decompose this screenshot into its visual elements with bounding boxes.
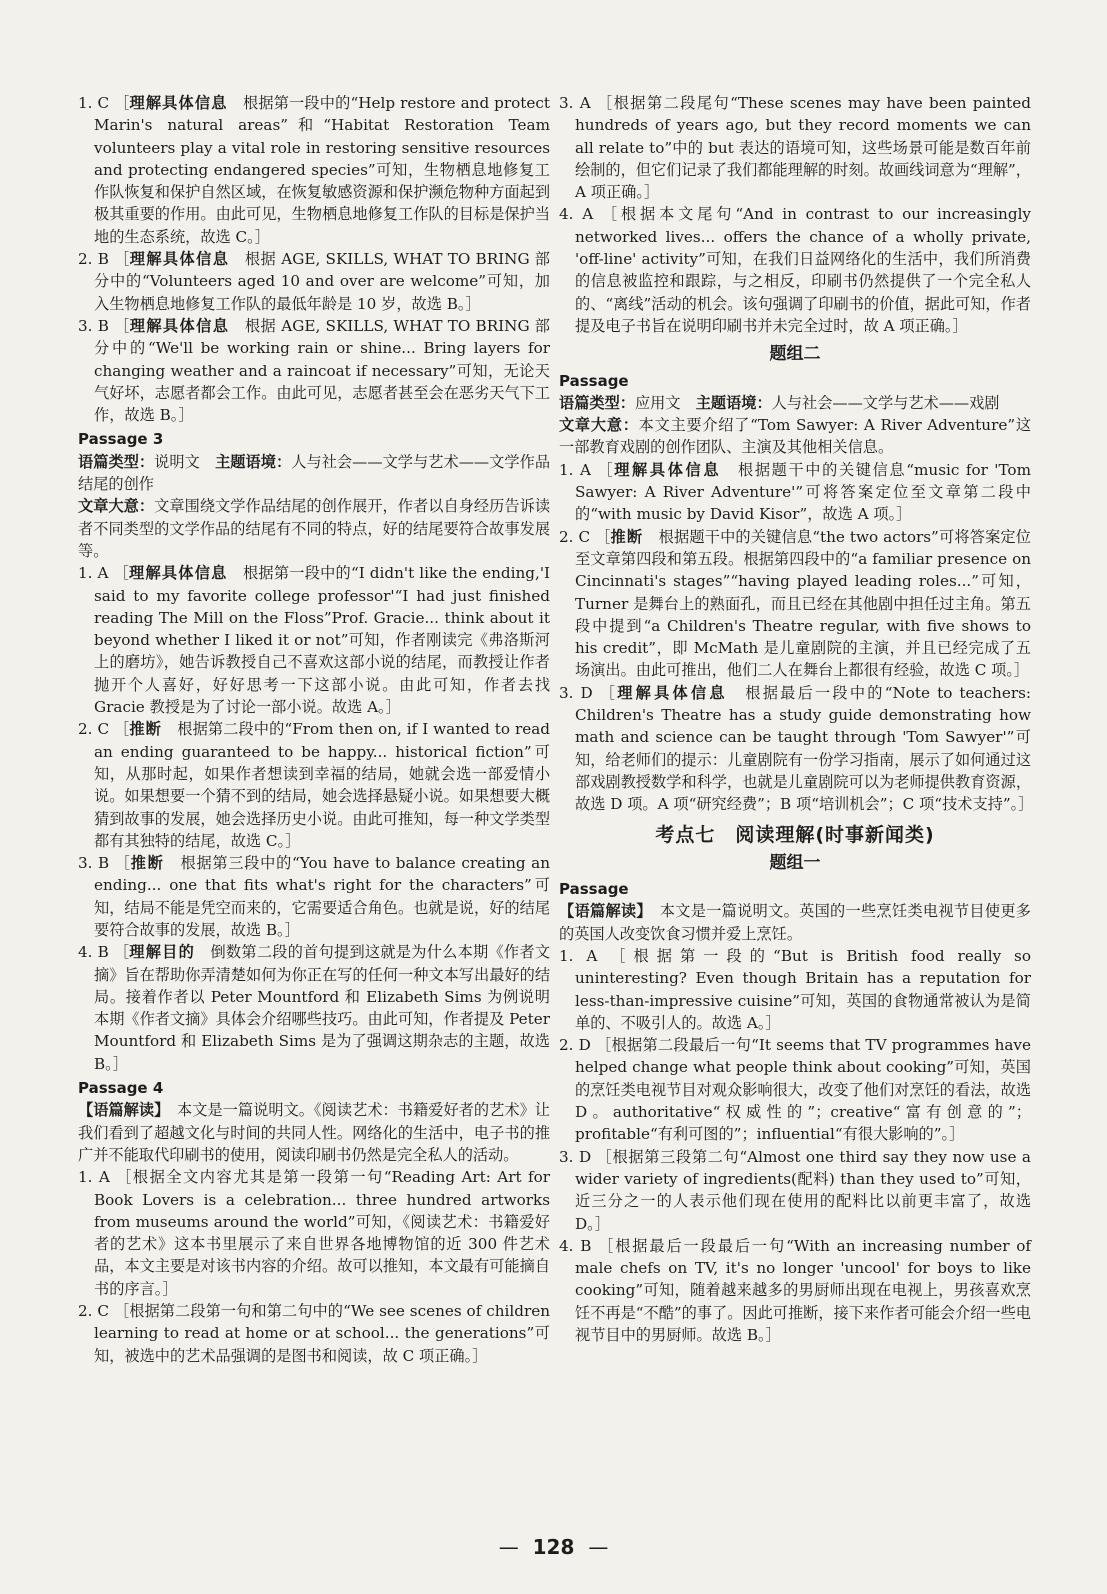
passage-reading: 【语篇解读】 本文是一篇说明文。《阅读艺术：书籍爱好者的艺术》让我们看到了超越文化与时间的共同人性。网络化的生活中，电子书的推广并不能取代印刷书的使用，阅读印刷书仍然是完全私人的活动。 xyxy=(78,1101,550,1164)
left-column xyxy=(78,92,550,1367)
answer-item: 1. A ［根据第一段的“But is British food really so uninteresting? Even though Britain has a reputation for less-than-impressive cuisine”可知，英国的食物通常被认为是简单的、不吸引人的。故选 A。］ xyxy=(559,946,1031,1032)
answer-item: 3. D ［理解具体信息 根据最后一段中的“Note to teachers: Children's Theatre has a study guide demonstrating how math and science can be taught through 'Tom Sawyer'”可知，给老师们的提示：儿童剧院有一份学习指南，展示了如何通过这部戏剧教授数学和科学，也就是儿童剧院可以为老师提供教育资源，故选 D 项。A 项“研究经费”；B 项“培训机会”；C 项“技术支持”。］ xyxy=(559,683,1034,814)
answer-item: 3. A ［根据第二段尾句“These scenes may have been painted hundreds of years ago, but they record moments we can all relate to”中的 but 表达的语境可知，这些场景可能是数百年前绘制的，但它们记录了我们都能理解的时刻。故画线词意为“理解”，A 项正确。］ xyxy=(559,94,1031,202)
passage-summary: 文章大意：本文主要介绍了“Tom Sawyer: A River Adventure”这一部教育戏剧的创作团队、主演及其他相关信息。 xyxy=(559,416,1032,457)
passage-heading: Passage xyxy=(559,371,629,390)
answer-item: 2. C ［推断 根据题干中的关键信息“the two actors”可将答案定位至文章第四段和第五段。根据第四段中的“a familiar presence on Cincinnati's stages”“having played leading roles...”可知，Turner 是舞台上的熟面孔，而且已经在其他剧中担任过主角。第五段中提到“a Children's Theatre regular, with five shows to his credit”，即 McMath 是儿童剧院的主演，并且已经完成了五场演出。由此可推出，他们二人在舞台上都很有经验，故选 C 项。］ xyxy=(559,527,1031,680)
passage-summary: 文章大意：文章围绕文学作品结尾的创作展开，作者以自身经历告诉读者不同类型的文学作品的结尾有不同的特点，好的结尾要符合故事发展等。 xyxy=(78,497,551,560)
passage-heading: Passage 4 xyxy=(78,1079,164,1098)
answer-item: 4. B ［根据最后一段最后一句“With an increasing number of male chefs on TV, it's no longer 'uncool' for boys to like cooking”可知，随着越来越多的男厨师出现在电视上，男孩喜欢烹饪不再是“不酷”的事了。因此可推断，接下来作者可能会介绍一些电视节目中的男厨师。故选 B。］ xyxy=(559,1236,1031,1345)
passage-meta: 语篇类型：说明文 主题语境：人与社会——文学与艺术——文学作品结尾的创作 xyxy=(78,452,551,494)
section-title: 考点七 阅读理解(时事新闻类) xyxy=(655,823,935,846)
answer-item: 1. C ［理解具体信息 根据第一段中的“Help restore and protect Marin's natural areas”和“Habitat Restoration Team volunteers play a vital role in restoring sensitive resources and protecting endangered species”可知，生物栖息地修复工作队恢复和保护自然区域，在恢复敏感资源和保护濒危物种方面起到极其重要的作用。由此可见，生物栖息地修复工作队的目标是保护当地的生态系统，故选 C。］ xyxy=(78,94,550,246)
answer-item: 3. B ［理解具体信息 根据 AGE, SKILLS, WHAT TO BRING 部分中的“We'll be working rain or shine... Bring layers for changing weather and a raincoat if necessary”可知，无论天气好坏，志愿者都会工作。由此可见，志愿者甚至会在恶劣天气下工作，故选 B。］ xyxy=(78,316,550,425)
answer-item: 3. D ［根据第三段第二句“Almost one third say they now use a wider variety of ingredients(配料) than they used to”可知，近三分之一的人表示他们现在使用的配料比以前更丰富了，故选 D。］ xyxy=(559,1147,1031,1233)
answer-item: 3. B ［推断 根据第三段中的“You have to balance creating an ending... one that fits what's right for the characters”可知，结局不能是凭空而来的，它需要适合角色。也就是说，好的结尾要符合故事的发展，故选 B。］ xyxy=(78,854,550,939)
group-title: 题组二 xyxy=(769,344,821,365)
passage-reading: 【语篇解读】 本文是一篇说明文。英国的一些烹饪类电视节目使更多的英国人改变饮食习惯并爱上烹饪。 xyxy=(559,902,1031,943)
right-column xyxy=(559,92,1034,1346)
answer-item: 1. A ［理解具体信息 根据第一段中的“I didn't like the ending,'I said to my favorite college professor'“I had just finished reading The Mill on the Floss”Prof. Gracie... think about it beyond whether I liked it or not”可知，作者刚读完《弗洛斯河上的磨坊》，她告诉教授自己不喜欢这部小说的结尾，而教授让作者抛开个人喜好，好好思考一下这部小说。由此可知，作者去找 Gracie 教授是为了讨论一部小说。故选 A。］ xyxy=(78,564,550,717)
answer-item: 1. A ［根据全文内容尤其是第一段第一句“Reading Art: Art for Book Lovers is a celebration... three hundred artworks from museums around the world”可知，《阅读艺术：书籍爱好者的艺术》这本书里展示了来自世界各地博物馆的近 300 件艺术品，本文主要是对该书内容的介绍。故可以推知，本文最有可能摘自书的序言。］ xyxy=(78,1168,550,1298)
answer-item: 2. C ［推断 根据第二段中的“From then on, if I wanted to read an ending guaranteed to be happy... historical fiction”可知，从那时起，如果作者想读到幸福的结局，她就会选一部爱情小说。如果想要一个猜不到的结局，她会选择悬疑小说。如果想要大概猜到故事的发展，她会选择历史小说。由此可推知，每一种文学类型都有其独特的结尾，故选 C。］ xyxy=(78,720,550,850)
answer-item: 2. B ［理解具体信息 根据 AGE, SKILLS, WHAT TO BRING 部分中的“Volunteers aged 10 and over are welcome”可知，加入生物栖息地修复工作队的最低年龄是 10 岁，故选 B。］ xyxy=(78,250,550,313)
passage-heading: Passage xyxy=(559,880,629,899)
group-title: 题组一 xyxy=(769,852,821,873)
answer-item: 1. A ［理解具体信息 根据题干中的关键信息“music for 'Tom Sawyer: A River Adventure'”可将答案定位至文章第二段中的“with music by David Kisor”，故选 A 项。］ xyxy=(559,460,1031,524)
answer-item: 4. B ［理解目的 倒数第二段的首句提到这就是为什么本期《作者文摘》旨在帮助你弄清楚如何为你正在写的任何一种文本写出最好的结局。接着作者以 Peter Mountford 和 Elizabeth Sims 为例说明本期《作者文摘》具体会介绍哪些技巧。由此可知，作者提及 Peter Mountford 和 Elizabeth Sims 是为了强调这期杂志的主题，故选 B。］ xyxy=(78,943,551,1073)
passage-meta: 语篇类型：应用文 主题语境：人与社会——文学与艺术——戏剧 xyxy=(559,393,1000,412)
answer-item: 2. C ［根据第二段第一句和第二句中的“We see scenes of children learning to read at home or at school... the generations”可知，被选中的艺术品强调的是图书和阅读，故 C 项正确。］ xyxy=(78,1302,550,1365)
answer-item: 2. D ［根据第二段最后一句“It seems that TV programmes have helped change what people think about cooking”可知，英国的烹饪类电视节目对观众影响很大，改变了他们对烹饪的看法，故选 D。authoritative“权威性的”；creative“富有创意的”；profitable“有利可图的”；influential“有很大影响的”。］ xyxy=(559,1036,1031,1144)
passage-heading: Passage 3 xyxy=(78,430,164,449)
answer-item: 4. A ［根据本文尾句“And in contrast to our increasingly networked lives... offers the chance of a wholly private, 'off-line' activity”可知，在我们日益网络化的生活中，我们所消费的信息被监控和跟踪，与之相反，印刷书仍然提供了一个完全私人的、“离线”活动的机会。该句强调了印刷书的价值，据此可知，作者提及电子书旨在说明印刷书并未完全过时，故 A 项正确。］ xyxy=(559,205,1031,335)
page-number: — 128 — xyxy=(498,1535,609,1559)
